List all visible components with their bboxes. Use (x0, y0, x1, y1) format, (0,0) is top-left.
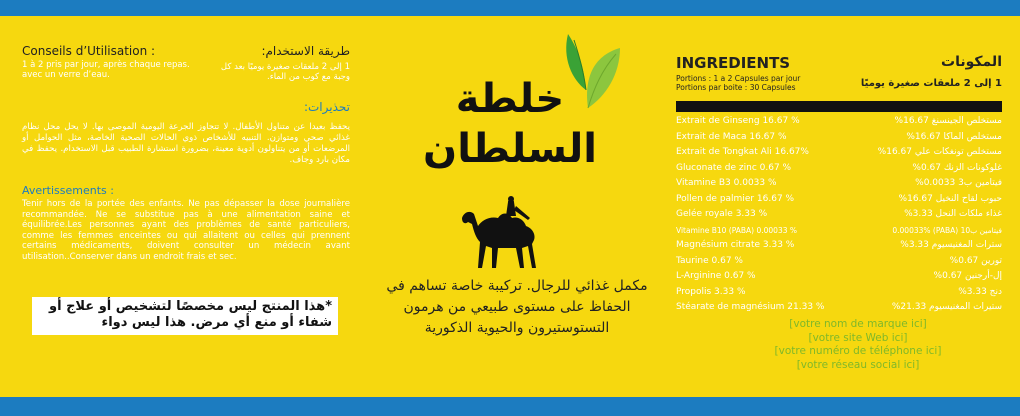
bottom-band (0, 397, 1020, 416)
usage-title-fr: Conseils d’Utilisation : (22, 44, 156, 58)
usage-body-ar: 1 إلى 2 ملعقات صغيرة يوميًا بعد كل وجبة مع كوب من الماء. (220, 62, 350, 82)
ingredient-row (676, 114, 1002, 130)
ingredient-fr: L-Arginine 0.67 % (676, 271, 756, 281)
ingredient-ar: دنج 3.33% (958, 286, 1002, 297)
ingredients-divider (676, 101, 1002, 112)
warnings-body-fr: Tenir hors de la portée des enfants. Ne pas dépasser la dose journalière recommandée. Ne se substitue pas à une alimentation saine et équilibrée.Les personnes ayant des problèmes de santé particuliers, comme les femmes enceintes ou qui allaitent ou celles qui prennent certains médicaments, doivent consulter un médecin avant utilisation..Conserver dans un endroit frais et sec. (22, 199, 350, 262)
usage-title-ar: طريقة الاستخدام: (261, 44, 350, 58)
ingredient-fr: Pollen de palmier 16.67 % (676, 193, 795, 204)
camel-rider-icon (456, 196, 556, 274)
ingredient-ar: غذاء ملكات النحل 3.33% (904, 209, 1002, 219)
ingredient-fr: Extrait de Maca 16.67 % (676, 131, 787, 142)
ingredient-row (676, 223, 1002, 239)
warnings-title-ar: تحذيرات: (303, 100, 350, 114)
ingredient-ar: مستخلص الجينسنغ 16.67% (894, 116, 1002, 126)
ingredient-fr: Vitamine B3 0.0033 % (676, 178, 777, 188)
ingredient-fr: Extrait de Ginseng 16.67 % (676, 116, 800, 126)
phone-placeholder: [votre numéro de téléphone ici] (774, 345, 942, 357)
ingredient-fr: Taurine 0.67 % (676, 255, 743, 266)
ingredients-title-fr: INGREDIENTS (676, 54, 791, 72)
product-title-line2: السلطان (423, 126, 597, 172)
warnings-body-ar: يحفظ بعيدا عن متناول الأطفال. لا تتجاوز الجرعة اليومية الموصى بها. لا يحل محل نظام غذائي صحي ومتوازن. التنبيه للأشخاص ذوي الحالات الصحية الخاصة، مثل الحوامل أو المرضعات أو من يتناولون أدوية معينة، بضرورة استشارة الطبيب قبل الاستخدام. يحفظ في مكان بارد وجاف. (22, 122, 350, 165)
ingredient-row (676, 238, 1002, 254)
ingredient-fr: Propolis 3.33 % (676, 286, 746, 297)
ingredient-ar: حبوب لقاح النخيل 16.67% (898, 193, 1002, 204)
ingredient-ar: ستيرات المغنيسيوم 21.33% (891, 302, 1002, 312)
ingredient-row (676, 176, 1002, 192)
ingredient-fr: Magnésium citrate 3.33 % (676, 240, 795, 250)
ingredient-ar: غلوكونات الزنك 0.67% (912, 162, 1002, 173)
disclaimer-box: *هذا المنتج ليس مخصصًا لتشخيص أو علاج أو شفاء أو منع أي مرض. هذا ليس دواء (32, 297, 338, 335)
ingredient-ar: تورين 0.67% (949, 255, 1002, 266)
portions-fr (676, 74, 800, 92)
ingredients-title-ar: المكونات (941, 54, 1002, 70)
ingredient-fr: Gelée royale 3.33 % (676, 209, 768, 219)
portions-box: Portions par boite : 30 Capsules (676, 83, 796, 92)
usage-body-fr: 1 à 2 pris par jour, après chaque repas. avec un verre d’eau. (22, 60, 190, 80)
ingredient-row (676, 161, 1002, 177)
brand-name-placeholder: [votre nom de marque ici] (789, 318, 927, 330)
ingredient-fr: Extrait de Tongkat Ali 16.67% (676, 147, 809, 157)
ingredient-ar: مستخلص الماكا 16.67% (906, 131, 1002, 142)
top-band (0, 0, 1020, 16)
product-title (420, 74, 600, 174)
ingredient-fr: Vitamine B10 (PABA) 0.00033 % (676, 225, 798, 235)
ingredient-ar: سترات المغنيسيوم 3.33% (900, 240, 1002, 250)
ingredient-row (676, 285, 1002, 301)
contact-placeholders (770, 318, 946, 372)
ingredient-row (676, 145, 1002, 161)
ingredients-table (676, 114, 1002, 316)
ingredient-row (676, 269, 1002, 285)
warnings-title-fr: Avertissements : (22, 184, 114, 197)
ingredient-fr: Gluconate de zinc 0.67 % (676, 162, 792, 173)
ingredient-fr: Stéarate de magnésium 21.33 % (676, 302, 825, 312)
social-placeholder: [votre réseau social ici] (796, 358, 920, 371)
product-title-line1: خلطة (455, 76, 565, 122)
website-placeholder: [votre site Web ici] (808, 331, 908, 344)
ingredient-row (676, 130, 1002, 146)
ingredient-ar: إل-أرجنين 0.67% (933, 271, 1002, 281)
ingredient-ar: فيتامين ب10 (PABA) 0.00033% (892, 225, 1002, 235)
ingredient-row (676, 192, 1002, 208)
ingredient-ar: مستخلص تونغكات علي 16.67% (877, 147, 1002, 157)
product-description: مكمل غذائي للرجال. تركيبة خاصة تساهم في الحفاظ على مستوى طبيعي من هرمون التستوستيرون والحيوية الذكورية (386, 278, 648, 336)
ingredient-row (676, 254, 1002, 270)
ingredient-row (676, 207, 1002, 223)
portions-daily: Portions : 1 a 2 Capsules par jour (676, 74, 801, 83)
ingredient-row (676, 300, 1002, 316)
portions-ar: 1 إلى 2 ملعقات صغيرة يوميًا (860, 78, 1002, 89)
ingredient-ar: فيتامين ب3 0.0033% (915, 178, 1002, 188)
